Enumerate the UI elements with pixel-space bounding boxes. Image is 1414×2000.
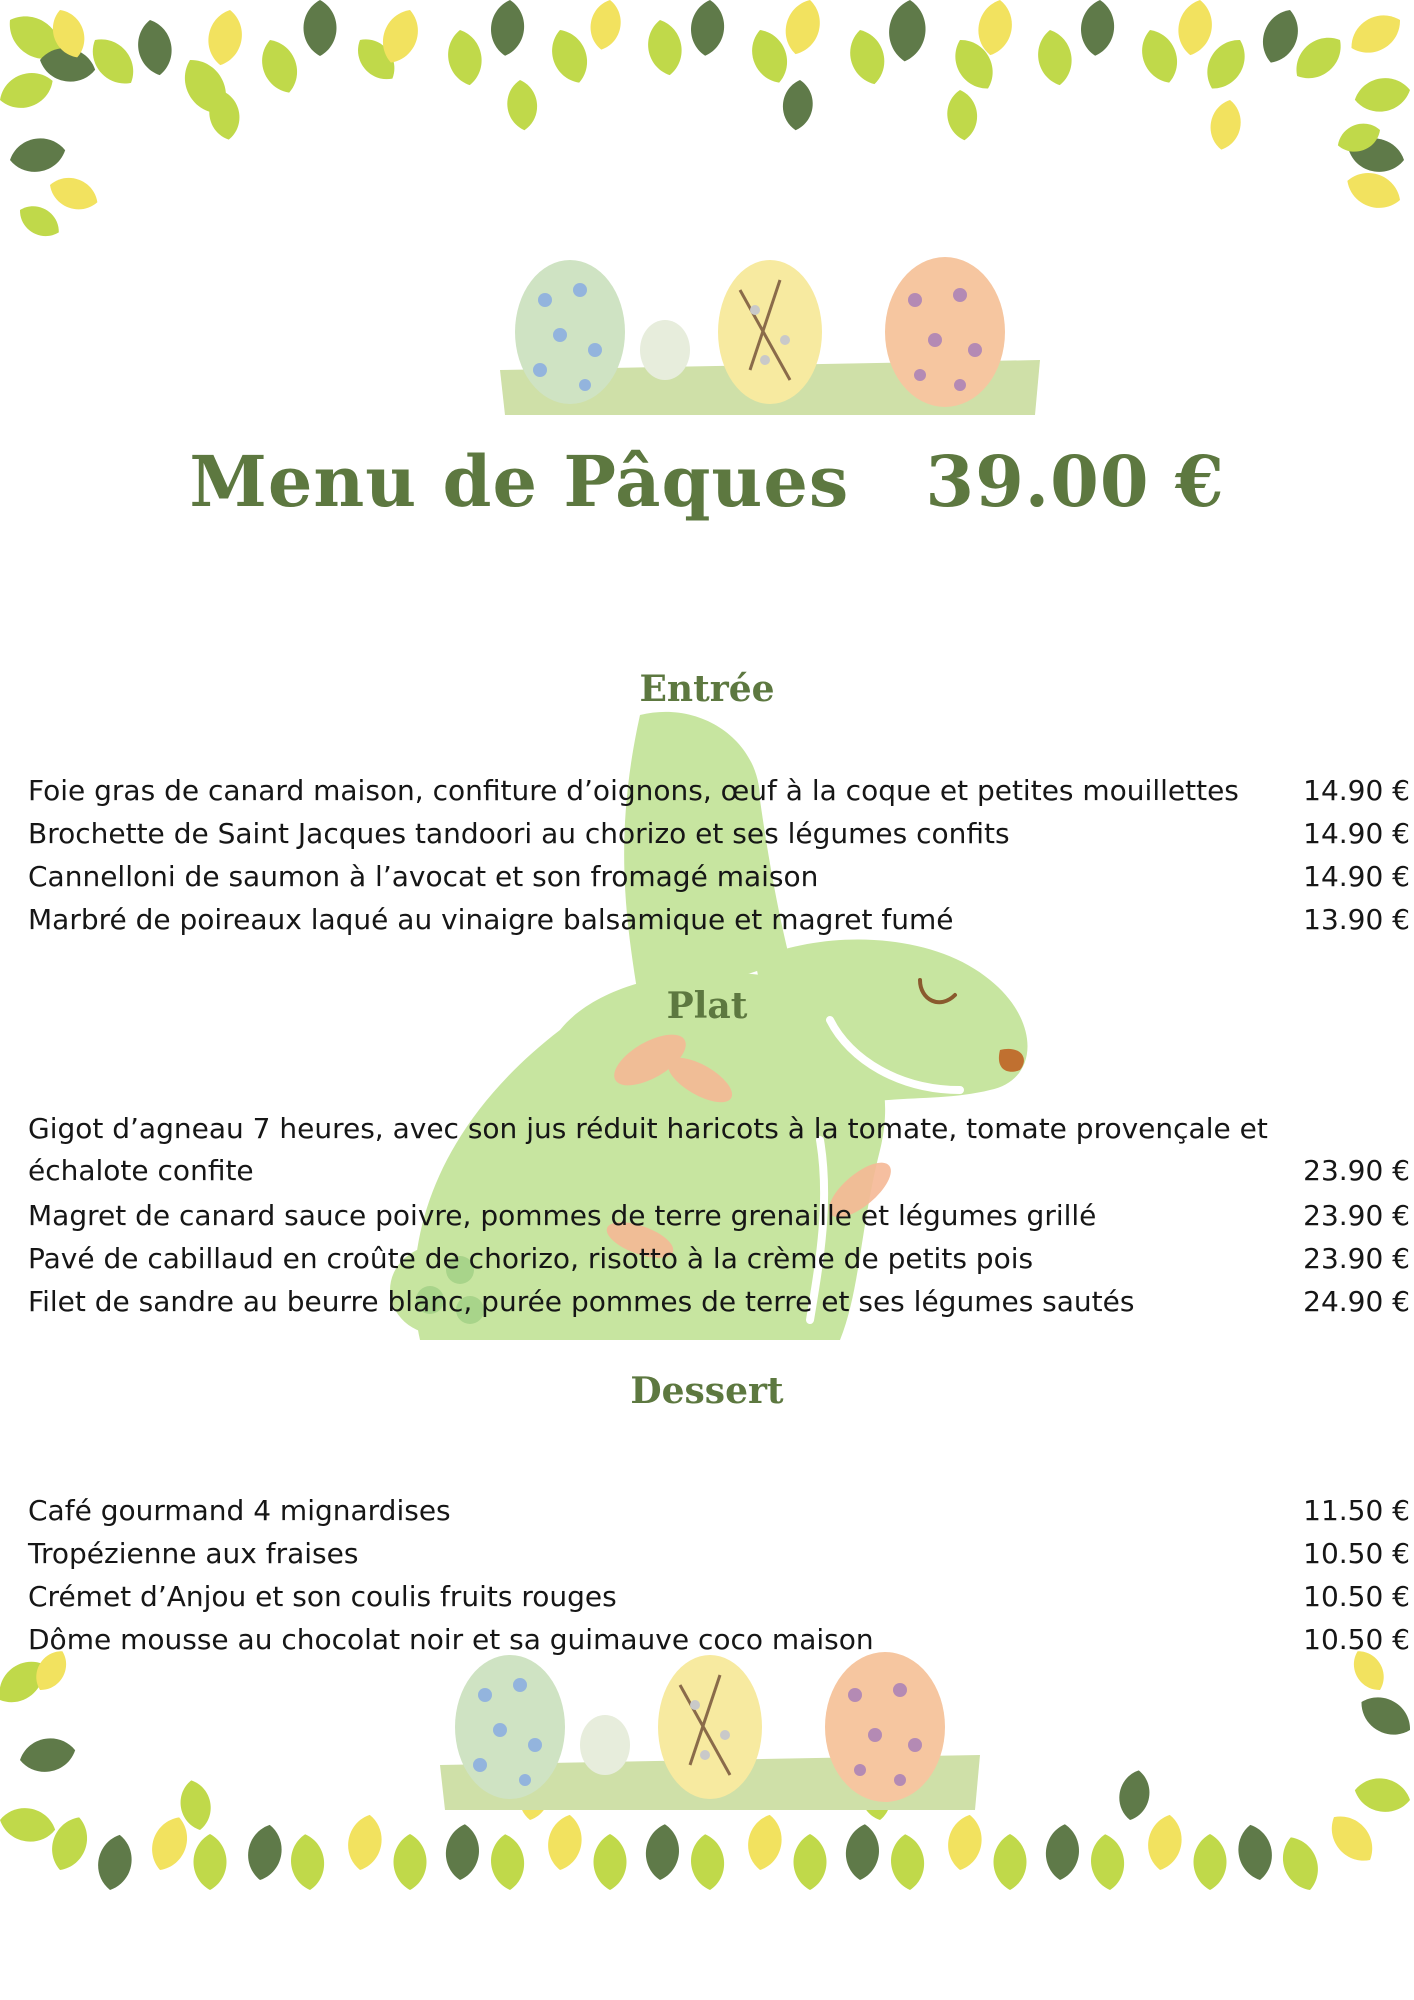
item-price: 10.50 € [1303, 1623, 1410, 1656]
menu-item [28, 1108, 1412, 1192]
item-price: 24.90 € [1303, 1285, 1410, 1318]
easter-eggs-icon [490, 250, 1050, 420]
menu-item [28, 856, 1412, 898]
item-name: Foie gras de canard maison, confiture d’oignons, œuf à la coque et petites mouillettes [28, 774, 1239, 807]
item-price: 23.90 € [1303, 1154, 1410, 1187]
item-name: Filet de sandre au beurre blanc, purée pommes de terre et ses légumes sautés [28, 1285, 1135, 1318]
easter-eggs-bottom-icon [430, 1645, 990, 1815]
item-price: 10.50 € [1303, 1580, 1410, 1613]
item-name: Café gourmand 4 mignardises [28, 1494, 451, 1527]
item-price: 13.90 € [1303, 903, 1410, 936]
menu-item [28, 1619, 1412, 1661]
item-name: Cannelloni de saumon à l’avocat et son fromagé maison [28, 860, 819, 893]
item-name: Gigot d’agneau 7 heures, avec son jus réduit haricots à la tomate, tomate provençale et échalote confite [28, 1112, 1268, 1187]
item-price: 14.90 € [1303, 817, 1410, 850]
item-name: Brochette de Saint Jacques tandoori au chorizo et ses légumes confits [28, 817, 1010, 850]
menu-item [28, 1238, 1412, 1280]
item-price: 14.90 € [1303, 860, 1410, 893]
item-name: Dôme mousse au chocolat noir et sa guimauve coco maison [28, 1623, 874, 1656]
item-price: 14.90 € [1303, 774, 1410, 807]
item-price: 23.90 € [1303, 1242, 1410, 1275]
item-price: 23.90 € [1303, 1199, 1410, 1232]
item-name: Pavé de cabillaud en croûte de chorizo, risotto à la crème de petits pois [28, 1242, 1034, 1275]
menu-item [28, 1533, 1412, 1575]
section-title-plat: Plat [666, 985, 748, 1027]
item-name: Crémet d’Anjou et son coulis fruits rouges [28, 1580, 617, 1613]
item-price: 10.50 € [1303, 1537, 1410, 1570]
item-price: 11.50 € [1303, 1494, 1410, 1527]
item-name: Magret de canard sauce poivre, pommes de terre grenaille et légumes grillé [28, 1199, 1097, 1232]
section-title-dessert: Dessert [630, 1370, 784, 1412]
menu-item [28, 899, 1412, 941]
section-title-entree: Entrée [639, 668, 775, 710]
menu-item [28, 813, 1412, 855]
menu-item [28, 1281, 1412, 1323]
menu-item [28, 1576, 1412, 1618]
menu-item [28, 1490, 1412, 1532]
item-name: Tropézienne aux fraises [28, 1537, 359, 1570]
menu-item [28, 770, 1412, 812]
item-name: Marbré de poireaux laqué au vinaigre balsamique et magret fumé [28, 903, 954, 936]
menu-item [28, 1195, 1412, 1237]
page-title: Menu de Pâques 39.00 € [189, 440, 1225, 523]
